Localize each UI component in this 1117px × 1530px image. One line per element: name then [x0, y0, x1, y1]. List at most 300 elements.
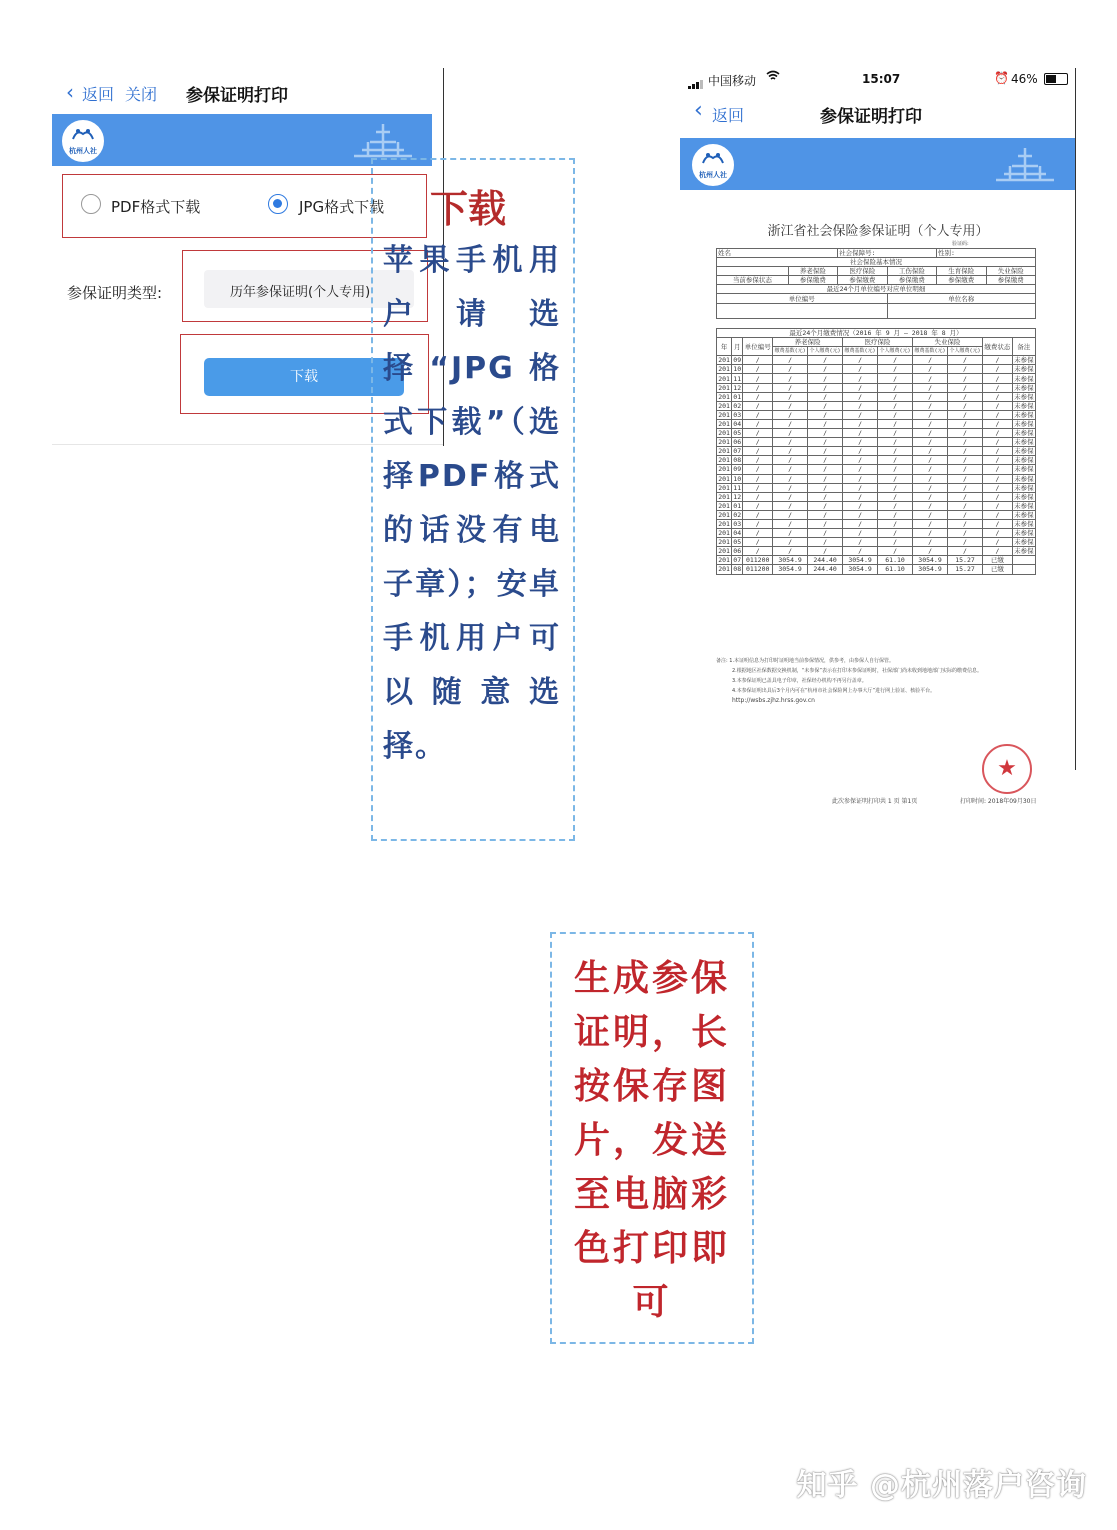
cert-cell-val: /: [948, 374, 983, 383]
cert-h-5: 缴费基数(元): [844, 348, 876, 355]
cert-cell-unit: /: [743, 501, 773, 510]
cert-status-0: 参保缴费: [788, 276, 837, 285]
cert-cell-val: /: [808, 410, 843, 419]
pdf-option-label[interactable]: PDF格式下载: [111, 198, 201, 216]
cert-cell-val: /: [843, 365, 878, 374]
cert-cell-month: 08: [733, 456, 742, 465]
cert-cell-val: 3054.9: [773, 556, 808, 565]
cert-cell-val: /: [773, 483, 808, 492]
cert-note-1: 2.根据地区社保数据交换机制，“未参保”表示在打印本参保证明时，社保部门尚未收到地地部门实际的缴费信息。: [732, 668, 982, 674]
cert-cell-val: /: [878, 392, 913, 401]
cert-cell-val: 3054.9: [913, 556, 948, 565]
cert-cell-state: /: [983, 529, 1013, 538]
cert-cell-month: 10: [733, 474, 742, 483]
cert-blank-cell: [717, 267, 789, 276]
cert-cell-month: 08: [733, 565, 742, 574]
cert-cell-val: /: [843, 438, 878, 447]
cert-verify-label: 验证码:: [952, 241, 969, 247]
cert-cell-unit: /: [743, 519, 773, 528]
cert-note-url: http://wsbs.zjhz.hrss.gov.cn: [732, 697, 815, 704]
cert-cell-val: 3054.9: [843, 565, 878, 574]
cert-cell-state: /: [983, 547, 1013, 556]
cert-row: [717, 383, 1036, 392]
cert-cell-val: /: [878, 483, 913, 492]
cert-cell-val: /: [913, 410, 948, 419]
cert-note-3: 4.本参保证明出具后3个月内可在“杭州市社会保险网上办事大厅”进行网上验证、核验平台。: [732, 688, 936, 694]
carrier-text: 中国移动: [708, 74, 757, 88]
cert-status-2: 参保缴费: [887, 276, 936, 285]
cert-cell-month: 03: [733, 520, 742, 529]
cert-cell-val: 3054.9: [843, 556, 878, 565]
cert-cell-state: /: [983, 492, 1013, 501]
cert-cell-val: /: [948, 529, 983, 538]
cert-h-4: 个人缴费(元): [809, 348, 841, 355]
cert-cell-month: 05: [733, 429, 742, 438]
cert-cell-val: /: [948, 419, 983, 428]
cert-cell-state: /: [983, 429, 1013, 438]
cert-cell-val: 15.27: [948, 556, 983, 565]
cert-cell-val: /: [948, 538, 983, 547]
cert-cell-val: /: [843, 519, 878, 528]
cert-cell-year: 201: [718, 410, 730, 419]
cert-cell-year: 201: [718, 383, 730, 392]
cert-gender-label: 性别:: [937, 249, 1036, 258]
cert-cell-val: 244.40: [808, 565, 843, 574]
cert-cell-val: /: [773, 401, 808, 410]
cert-cell-month: 02: [733, 510, 742, 519]
cert-footer-pages: 此次参保证明打印共 1 页 第1页: [832, 798, 918, 805]
cert-row: [717, 556, 1036, 565]
cert-cell-val: /: [808, 419, 843, 428]
cert-cell-val: /: [773, 356, 808, 365]
cert-cell-note: [1012, 565, 1035, 574]
cert-cell-state: /: [983, 356, 1013, 365]
right-screenshot-edge: [1075, 68, 1076, 770]
cert-cell-year: 201: [718, 429, 730, 438]
cert-cell-val: /: [808, 438, 843, 447]
right-phone-screenshot: [680, 68, 1076, 805]
hangzhou-hrss-logo-icon: [62, 120, 104, 162]
cert-cell-year: 201: [718, 438, 730, 447]
cert-cell-val: 61.10: [878, 565, 913, 574]
cert-cell-val: /: [913, 510, 948, 519]
cert-cell-val: /: [773, 365, 808, 374]
cert-cell-val: /: [948, 438, 983, 447]
cert-cell-val: /: [773, 474, 808, 483]
cert-cell-year: 201: [718, 520, 730, 529]
back-chevron-icon[interactable]: ‹: [66, 80, 74, 104]
cert-cell-val: /: [878, 456, 913, 465]
cert-cell-unit: /: [743, 392, 773, 401]
cert-cell-unit: /: [743, 538, 773, 547]
cert-cell-unit: /: [743, 483, 773, 492]
cert-cell-month: 09: [733, 356, 742, 365]
cert-cell-val: /: [808, 474, 843, 483]
cert-cell-note: 未参保: [1014, 438, 1034, 447]
annotation-2-text: 生成参保证明，长按保存图片，发送至电脑彩色打印即可: [573, 958, 730, 1323]
cert-cell-unit: /: [743, 529, 773, 538]
cert-cell-val: /: [773, 465, 808, 474]
cert-cell-val: /: [878, 492, 913, 501]
cert-cell-note: 未参保: [1014, 374, 1034, 383]
cert-cell-month: 04: [733, 419, 742, 428]
cert-cell-unit: /: [743, 547, 773, 556]
cert-cell-val: /: [808, 356, 843, 365]
cert-h-year: 年: [717, 338, 732, 356]
cert-cell-note: 未参保: [1014, 383, 1034, 392]
cert-row: [717, 374, 1036, 383]
cert-cell-val: /: [948, 456, 983, 465]
cert-row: [717, 565, 1036, 574]
cert-cell-val: /: [808, 501, 843, 510]
cert-type-label: 参保证明类型:: [67, 284, 163, 302]
logo-caption-2: 杭州人社: [699, 171, 727, 179]
cert-cell-val: /: [913, 356, 948, 365]
cert-cell-year: 201: [718, 529, 730, 538]
cert-cell-state: 已缴: [983, 565, 1013, 574]
cert-cell-val: /: [878, 474, 913, 483]
certificate-image: [680, 190, 1076, 805]
cert-cell-year: 201: [718, 501, 730, 510]
cert-cell-val: /: [843, 429, 878, 438]
cert-cell-state: /: [983, 383, 1013, 392]
cert-payment-table: [716, 328, 1036, 575]
cert-cell-val: /: [948, 401, 983, 410]
cert-cell-val: /: [843, 456, 878, 465]
nav-title-2: 参保证明打印: [820, 107, 922, 127]
cert-cell-note: 未参保: [1014, 392, 1034, 401]
cert-cell-month: 11: [733, 483, 742, 492]
cert-cell-note: 未参保: [1014, 447, 1034, 456]
cert-cell-unit: /: [743, 383, 773, 392]
cert-cell-month: 01: [733, 392, 742, 401]
pagoda-decoration-icon-2: [992, 144, 1058, 184]
cert-cell-val: /: [773, 383, 808, 392]
cert-cell-val: /: [913, 392, 948, 401]
cert-cell-val: /: [878, 447, 913, 456]
cert-cell-state: /: [983, 401, 1013, 410]
alarm-icon: ⏰: [994, 71, 1009, 85]
cert-cell-month: 10: [733, 365, 742, 374]
cert-cell-val: /: [948, 365, 983, 374]
cert-cell-unit: /: [743, 429, 773, 438]
cert-cell-val: /: [878, 356, 913, 365]
cert-row: [717, 447, 1036, 456]
cert-row: [717, 356, 1036, 365]
cert-cell-val: /: [843, 492, 878, 501]
cert-cell-year: 201: [718, 510, 730, 519]
cert-cell-unit: /: [743, 510, 773, 519]
cert-cell-year: 201: [718, 474, 730, 483]
cert-cell-val: /: [808, 519, 843, 528]
cert-cell-year: 201: [718, 447, 730, 456]
cert-h-3: 缴费基数(元): [774, 348, 806, 355]
cert-cell-year: 201: [718, 365, 730, 374]
cert-cell-val: /: [913, 519, 948, 528]
back-link-2[interactable]: 返回: [712, 106, 745, 125]
cert-cell-val: /: [773, 529, 808, 538]
annotation-box-1: [371, 158, 575, 841]
cert-cell-val: /: [878, 519, 913, 528]
cert-cell-val: /: [948, 519, 983, 528]
cert-cell-val: /: [843, 529, 878, 538]
cert-cell-note: 未参保: [1014, 456, 1034, 465]
cert-cell-val: /: [843, 501, 878, 510]
cert-cell-val: /: [913, 365, 948, 374]
cert-group-0: 养老保险: [773, 338, 843, 347]
cert-cell-val: /: [948, 510, 983, 519]
cert-cell-unit: /: [743, 474, 773, 483]
cert-cell-year: 201: [718, 401, 730, 410]
cert-cell-val: /: [878, 510, 913, 519]
cert-cell-year: 201: [718, 483, 730, 492]
clock-text: 15:07: [862, 72, 901, 86]
cert-cell-val: /: [843, 474, 878, 483]
cert-row: [717, 501, 1036, 510]
cert-cell-month: 06: [733, 547, 742, 556]
cert-cell-val: /: [948, 465, 983, 474]
seal-star-icon: ★: [997, 756, 1017, 781]
cert-cell-note: 未参保: [1014, 483, 1034, 492]
cert-cell-year: 201: [718, 356, 730, 365]
cert-cell-val: /: [843, 356, 878, 365]
logo-caption: 杭州人社: [69, 147, 97, 155]
cert-cell-note: 未参保: [1014, 356, 1034, 365]
cert-cell-val: /: [913, 429, 948, 438]
cert-row: [717, 401, 1036, 410]
cert-cell-val: /: [913, 483, 948, 492]
cert-cell-val: /: [948, 356, 983, 365]
cert-cell-val: /: [948, 392, 983, 401]
cert-type-3: 生育保险: [937, 267, 986, 276]
cert-cell-val: /: [808, 456, 843, 465]
cert-type-0: 养老保险: [788, 267, 837, 276]
cert-cell-unit: /: [743, 410, 773, 419]
cert-cell-year: 201: [718, 565, 730, 574]
cert-cell-val: /: [808, 374, 843, 383]
cert-cell-state: /: [983, 519, 1013, 528]
cert-cell-val: /: [773, 501, 808, 510]
cert-note-0: 备注: 1.本证明信息为打印时证明地当前参保情况，供参考，由参保人自行保管。: [716, 658, 895, 664]
cert-cell-unit: /: [743, 419, 773, 428]
cert-cell-val: /: [913, 538, 948, 547]
cert-cell-val: /: [808, 465, 843, 474]
cert-cell-val: /: [808, 547, 843, 556]
cert-cell-val: /: [913, 447, 948, 456]
cert-cell-state: /: [983, 410, 1013, 419]
cert-cell-val: /: [773, 447, 808, 456]
annotation-download-heading: 下载: [430, 187, 507, 231]
cert-notes: [716, 656, 1046, 706]
cert-row: [717, 429, 1036, 438]
cert-info-table: [716, 248, 1036, 319]
cert-cell-val: /: [808, 401, 843, 410]
cert-status-1: 参保缴费: [838, 276, 887, 285]
cert-cell-note: 未参保: [1014, 547, 1034, 556]
cert-cell-unit: /: [743, 438, 773, 447]
cert-cell-unit: /: [743, 374, 773, 383]
cert-type-value: 历年参保证明(个人专用): [230, 285, 371, 300]
jpg-option-label[interactable]: JPG格式下载: [299, 198, 385, 216]
cert-cell-val: /: [878, 429, 913, 438]
cert-cell-val: /: [773, 429, 808, 438]
zhihu-watermark: 知乎 @杭州落户咨询: [796, 1468, 1087, 1503]
cert-cell-val: /: [913, 456, 948, 465]
cert-status-label: 当前参保状态: [717, 276, 789, 285]
cert-cell-val: /: [773, 374, 808, 383]
jpg-radio[interactable]: [268, 194, 288, 214]
cert-row: [717, 510, 1036, 519]
cert-cell-val: /: [843, 374, 878, 383]
cert-cell-val: /: [948, 383, 983, 392]
cert-cell-unit: 011200: [743, 556, 773, 565]
cert-cell-val: /: [948, 547, 983, 556]
cert-cell-val: /: [913, 492, 948, 501]
cert-cell-val: /: [773, 392, 808, 401]
cert-cell-state: /: [983, 501, 1013, 510]
cert-row: [717, 410, 1036, 419]
cert-cell-val: /: [843, 383, 878, 392]
cert-cell-unit: /: [743, 465, 773, 474]
cert-cell-val: /: [843, 547, 878, 556]
cert-cell-state: /: [983, 365, 1013, 374]
cert-cell-val: 3054.9: [913, 565, 948, 574]
cert-h-unit: 单位编号: [743, 338, 773, 356]
cert-type-1: 医疗保险: [838, 267, 887, 276]
cert-cell-month: 01: [733, 501, 742, 510]
cert-cell-val: /: [843, 392, 878, 401]
close-link[interactable]: 关闭: [125, 85, 158, 104]
cert-cell-unit: 011200: [743, 565, 773, 574]
cert-row: [717, 529, 1036, 538]
signal-icon: [688, 74, 706, 93]
cert-note-2: 3.本参保证明已盖具电子印章，社保经办机构不再另行盖章。: [732, 678, 867, 684]
cert-cell-state: /: [983, 474, 1013, 483]
cert-cell-val: /: [878, 438, 913, 447]
cert-cell-month: 12: [733, 383, 742, 392]
cert-row: [717, 456, 1036, 465]
cert-status-4: 参保缴费: [986, 276, 1035, 285]
cert-cell-val: /: [913, 438, 948, 447]
cert-h-7: 缴费基数(元): [914, 348, 946, 355]
cert-cell-val: /: [773, 419, 808, 428]
cert-cell-state: /: [983, 438, 1013, 447]
cert-cell-val: 61.10: [878, 556, 913, 565]
cert-cell-val: /: [808, 483, 843, 492]
cert-cell-val: /: [878, 547, 913, 556]
cert-cell-state: /: [983, 510, 1013, 519]
cert-h-6: 个人缴费(元): [879, 348, 911, 355]
cert-cell-val: /: [913, 547, 948, 556]
cert-cell-state: 已缴: [983, 556, 1013, 565]
cert-cell-year: 201: [718, 556, 730, 565]
cert-cell-val: /: [878, 410, 913, 419]
pagoda-decoration-icon: [350, 120, 416, 160]
battery-icon: [1044, 73, 1068, 85]
cert-cell-val: /: [773, 492, 808, 501]
cert-cell-val: /: [843, 401, 878, 410]
pdf-radio[interactable]: [81, 194, 101, 214]
cert-cell-val: /: [878, 538, 913, 547]
cert-h-state: 缴费状态: [983, 338, 1013, 356]
cert-cell-state: /: [983, 419, 1013, 428]
cert-row: [717, 365, 1036, 374]
cert-cell-val: /: [843, 483, 878, 492]
hangzhou-hrss-logo-icon-2: [692, 144, 734, 186]
cert-cell-val: /: [878, 365, 913, 374]
header-banner-2: [680, 138, 1076, 190]
cert-cell-val: /: [843, 410, 878, 419]
cert-h-note: 备注: [1012, 338, 1035, 356]
cert-cell-val: /: [913, 465, 948, 474]
cert-type-2: 工伤保险: [887, 267, 936, 276]
cert-cell-val: /: [773, 410, 808, 419]
cert-cell-val: /: [843, 465, 878, 474]
cert-type-4: 失业保险: [986, 267, 1035, 276]
cert-cell-val: /: [913, 529, 948, 538]
cert-cell-unit: /: [743, 447, 773, 456]
nav-title: 参保证明打印: [186, 86, 288, 106]
cert-social-no-label: 社会保障号:: [838, 249, 937, 258]
cert-cell-year: 201: [718, 547, 730, 556]
cert-row: [717, 547, 1036, 556]
cert-cell-month: 07: [733, 447, 742, 456]
cert-cell-val: /: [843, 510, 878, 519]
cert-cell-val: /: [773, 519, 808, 528]
cert-cell-val: /: [808, 510, 843, 519]
cert-cell-val: /: [878, 401, 913, 410]
cert-cell-note: 未参保: [1014, 419, 1034, 428]
cert-cell-note: 未参保: [1014, 501, 1034, 510]
cert-cell-note: 未参保: [1014, 529, 1034, 538]
cert-h-month: 月: [732, 338, 743, 356]
cert-cell-val: /: [808, 392, 843, 401]
cert-name-label: 姓名: [717, 249, 838, 258]
cert-cell-val: /: [948, 447, 983, 456]
cert-cell-year: 201: [718, 456, 730, 465]
cert-cell-note: 未参保: [1014, 465, 1034, 474]
cert-cell-val: /: [808, 429, 843, 438]
cert-row: [717, 492, 1036, 501]
cert-row: [717, 465, 1036, 474]
cert-cell-val: /: [913, 401, 948, 410]
cert-cell-month: 02: [733, 401, 742, 410]
cert-cell-val: /: [913, 383, 948, 392]
cert-cell-val: /: [948, 483, 983, 492]
cert-cell-year: 201: [718, 465, 730, 474]
cert-cell-month: 11: [733, 374, 742, 383]
cert-cell-note: [1012, 556, 1035, 565]
cert-cell-note: 未参保: [1014, 510, 1034, 519]
cert-cell-val: 244.40: [808, 556, 843, 565]
cert-cell-state: /: [983, 538, 1013, 547]
cert-cell-month: 09: [733, 465, 742, 474]
cert-cell-unit: /: [743, 365, 773, 374]
annotation-box-2: [550, 932, 754, 1344]
cert-cell-state: /: [983, 483, 1013, 492]
cert-cell-unit: /: [743, 456, 773, 465]
cert-cell-val: 3054.9: [773, 565, 808, 574]
back-link[interactable]: 返回: [82, 85, 115, 104]
download-button[interactable]: 下载: [204, 358, 404, 396]
cert-cell-val: /: [913, 374, 948, 383]
cert-row: [717, 438, 1036, 447]
wifi-icon: [766, 70, 780, 85]
cert-cell-val: /: [808, 365, 843, 374]
cert-cell-val: /: [878, 374, 913, 383]
cert-cell-val: /: [808, 383, 843, 392]
back-chevron-icon-2[interactable]: ‹: [694, 98, 703, 123]
